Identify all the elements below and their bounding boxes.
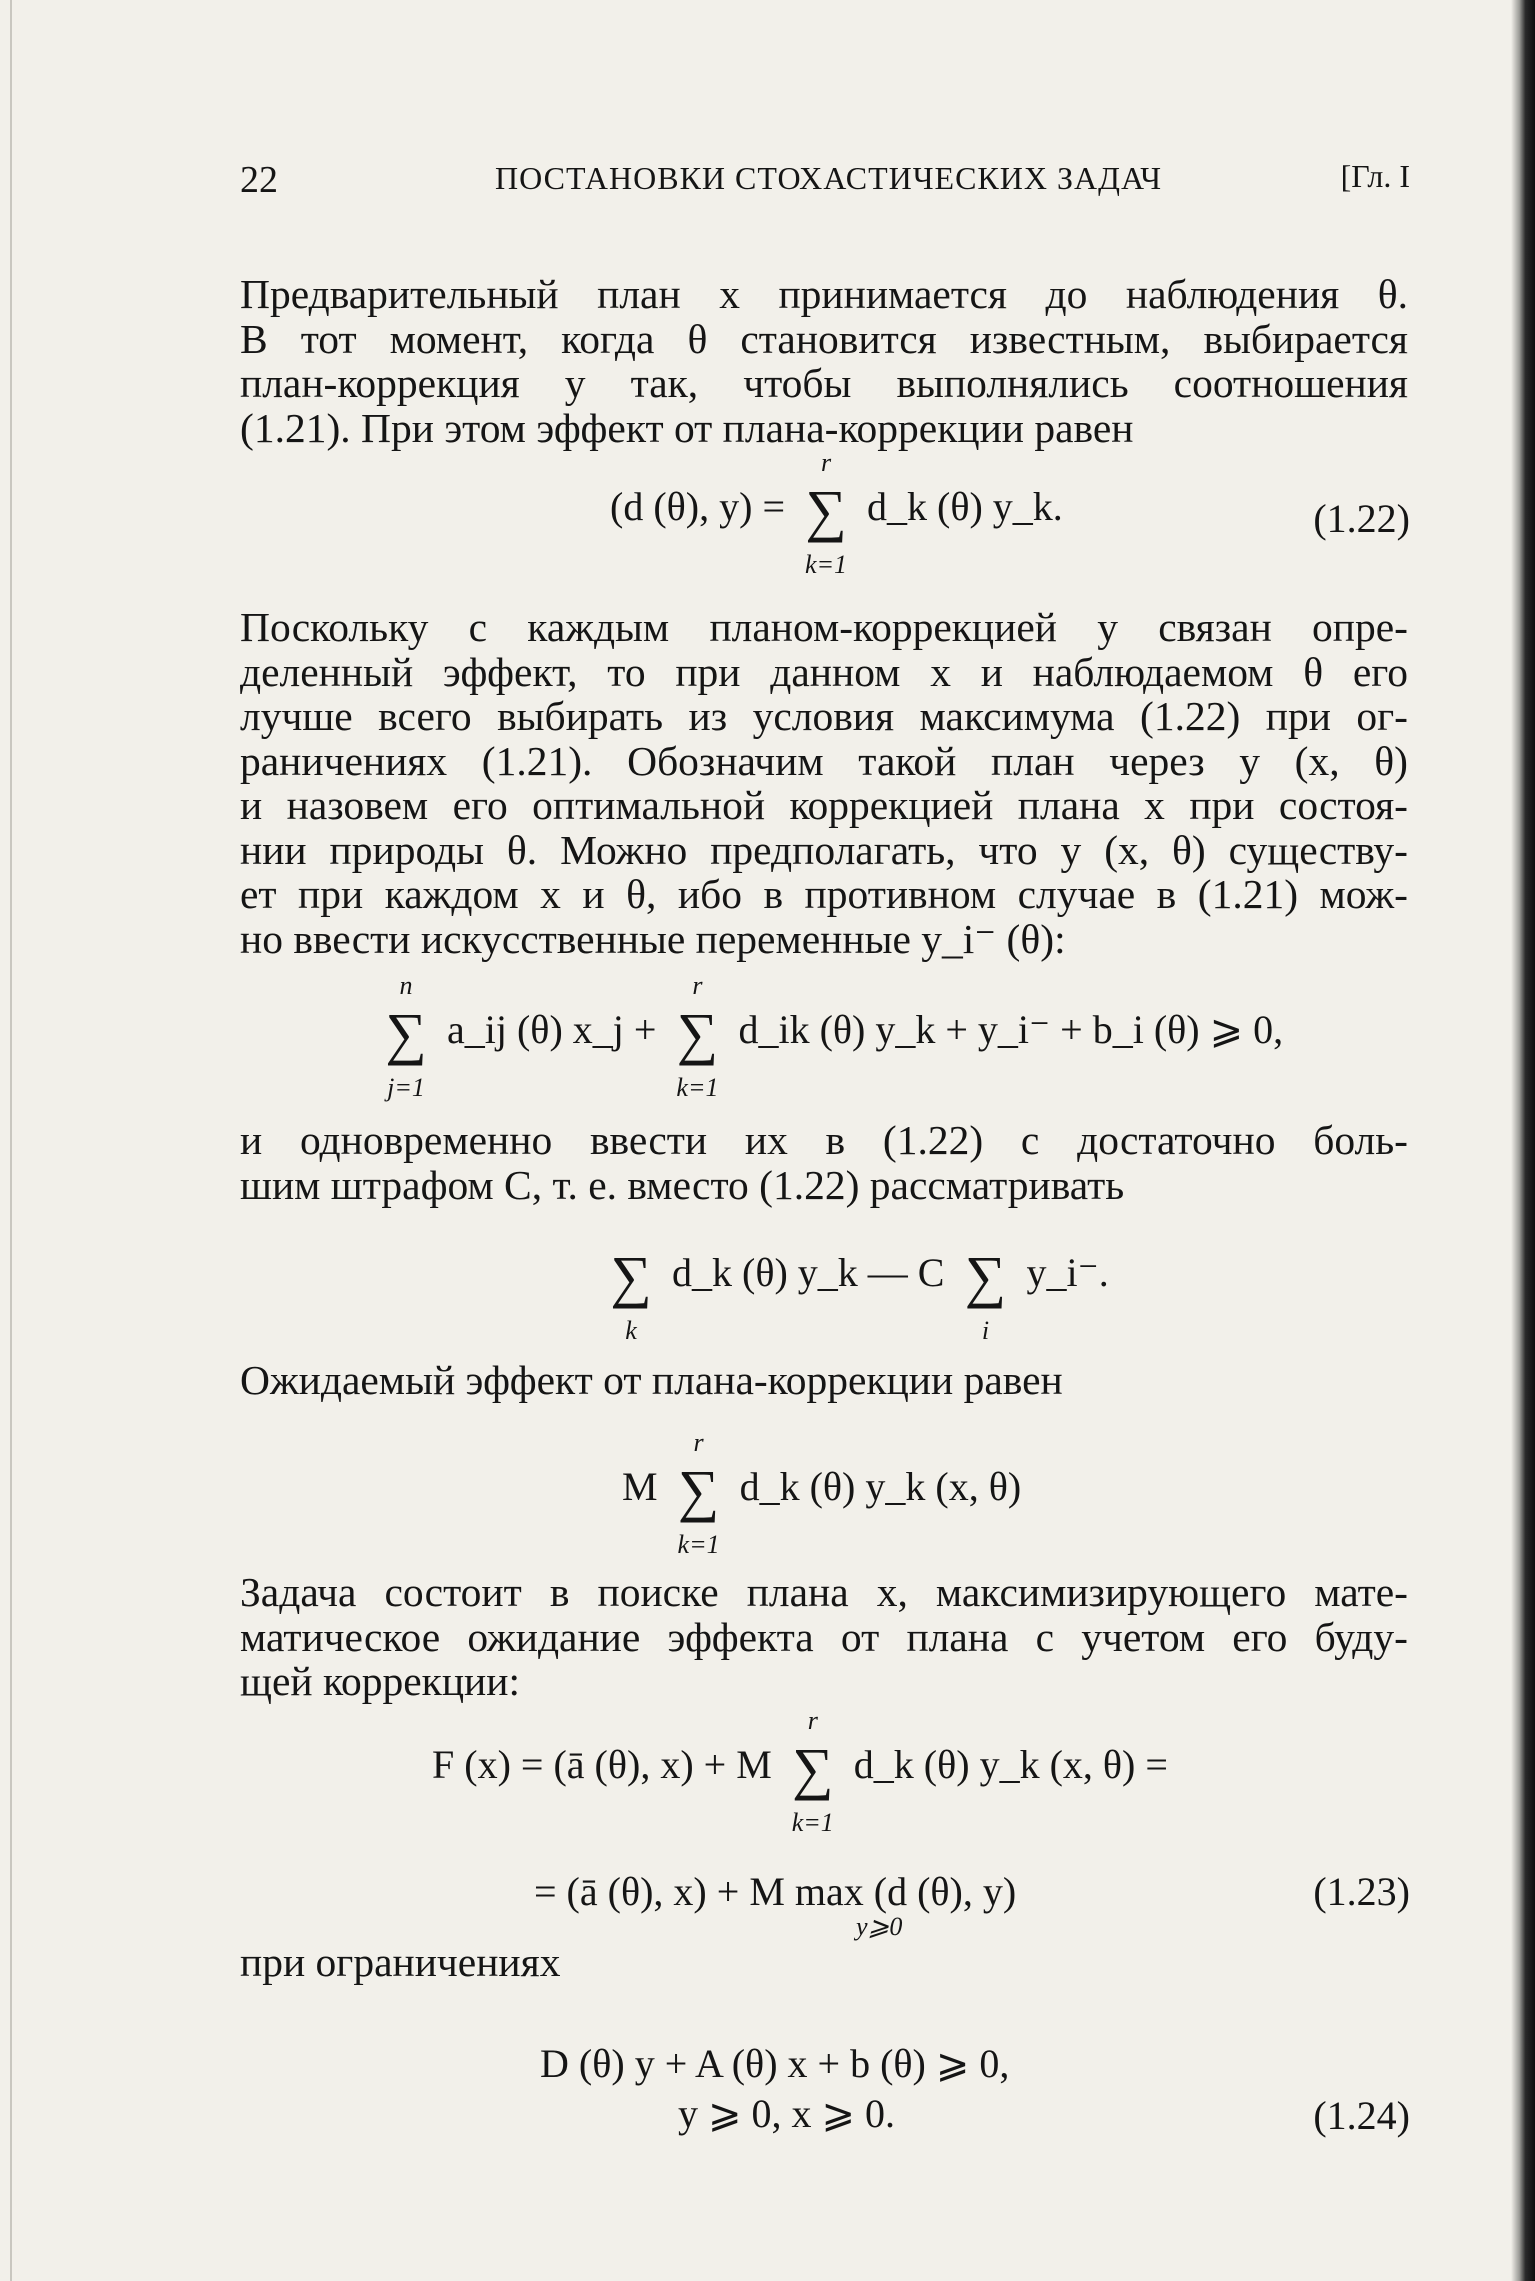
eq-term: d_k (θ) y_k — C xyxy=(672,1250,945,1296)
text-line: Предварительный план x принимается до наблюдения θ. xyxy=(240,271,1408,317)
eq-term: y_i⁻. xyxy=(1026,1250,1109,1296)
sum-upper: r xyxy=(693,1428,704,1457)
text-line: матическое ожидание эффекта от плана с учетом его буду- xyxy=(240,1613,1408,1660)
sum-lower: k xyxy=(625,1316,637,1345)
text-line: при ограничениях xyxy=(240,1939,561,1985)
eq-term: d_k (θ) y_k (x, θ) xyxy=(739,1464,1022,1510)
text-line: деленный эффект, то при данном x и наблюдаемом θ его xyxy=(240,648,1408,695)
page-number: 22 xyxy=(240,159,278,201)
text-line: план-коррекция y так, чтобы выполнялись соотношения xyxy=(240,360,1408,406)
eq-term: a_ij (θ) x_j + xyxy=(447,1007,657,1053)
eq-prefix: M xyxy=(622,1464,658,1510)
text-line: нии природы θ. Можно предполагать, что y (x, θ) существу- xyxy=(240,826,1408,873)
eq-line: = (ā (θ), x) + M max (d (θ), y) xyxy=(534,1869,1017,1914)
left-margin-noise xyxy=(10,0,12,2281)
equation-expected xyxy=(622,1428,1022,1559)
text-line: лучше всего выбирать из условия максимума (1.22) при ог- xyxy=(240,693,1408,739)
chapter-label: [Гл. I xyxy=(1340,158,1410,194)
equation-1-22 xyxy=(610,448,1063,579)
text-line: ет при каждом x и θ, ибо в противном случае в (1.21) мож- xyxy=(240,871,1408,917)
equation-constraint xyxy=(375,971,1284,1102)
paragraph-1 xyxy=(240,272,1408,450)
page-edge-shadow xyxy=(1511,0,1535,2281)
max-subscript: y⩾0 xyxy=(856,1912,903,1941)
text-line: но ввести искусственные переменные y_i⁻ (θ): xyxy=(240,915,1066,962)
equation-1-24-line-1: D (θ) y + A (θ) x + b (θ) ⩾ 0, xyxy=(540,2041,1010,2086)
paragraph-3 xyxy=(240,1118,1408,1207)
sum-upper: r xyxy=(807,1706,818,1735)
equation-number: (1.23) xyxy=(1313,1869,1410,1914)
sum-lower: k=1 xyxy=(677,1530,720,1559)
eq-lhs: (d (θ), y) = xyxy=(610,484,785,530)
sum-lower: i xyxy=(981,1316,990,1345)
text-line: В тот момент, когда θ становится известным, выбирается xyxy=(240,315,1408,362)
running-title: ПОСТАНОВКИ СТОХАСТИЧЕСКИХ ЗАДАЧ xyxy=(495,160,1162,196)
sum-symbol: r ∑ k=1 xyxy=(672,1005,722,1063)
equation-1-23-line-2 xyxy=(534,1868,1016,1915)
paragraph-6 xyxy=(240,1940,1408,1985)
paragraph-4 xyxy=(240,1358,1408,1403)
text-line: Ожидаемый эффект от плана-коррекции равен xyxy=(240,1357,1063,1403)
eq-lhs: F (x) = (ā (θ), x) + M xyxy=(432,1742,772,1788)
equation-1-24-line-2: y ⩾ 0, x ⩾ 0. xyxy=(678,2091,896,2136)
text-line: шим штрафом C, т. е. вместо (1.22) рассматривать xyxy=(240,1161,1125,1208)
sum-symbol: r ∑ k=1 xyxy=(801,482,851,540)
eq-rhs: d_k (θ) y_k (x, θ) = xyxy=(853,1742,1168,1788)
equation-penalty xyxy=(600,1244,1109,1345)
text-line: Задача состоит в поиске плана x, максимизирующего мате- xyxy=(240,1569,1408,1615)
equation-number: (1.24) xyxy=(1313,2093,1410,2138)
sum-lower: k=1 xyxy=(791,1808,834,1837)
sum-symbol: ∑ i xyxy=(960,1248,1010,1306)
sum-upper: r xyxy=(692,971,703,1000)
running-header xyxy=(240,158,1410,202)
sum-upper: n xyxy=(399,971,413,1000)
sum-lower: j=1 xyxy=(387,1073,425,1102)
equation-number: (1.22) xyxy=(1313,496,1410,541)
text-line: и одновременно ввести их в (1.22) с достаточно боль- xyxy=(240,1117,1408,1163)
text-line: (1.21). При этом эффект от плана-коррекции равен xyxy=(240,404,1134,451)
sum-symbol: r ∑ k=1 xyxy=(788,1740,838,1798)
text-line: щей коррекции: xyxy=(240,1658,521,1704)
equation-1-23-line-1 xyxy=(432,1706,1168,1837)
paragraph-2 xyxy=(240,605,1408,961)
sum-lower: k=1 xyxy=(804,550,848,579)
sum-lower: k=1 xyxy=(676,1073,719,1102)
paragraph-5 xyxy=(240,1570,1408,1704)
eq-term: d_ik (θ) y_k + y_i⁻ + b_i (θ) ⩾ 0, xyxy=(738,1007,1284,1053)
text-line: и назовем его оптимальной коррекцией плана x при состоя- xyxy=(240,782,1408,828)
eq-rhs: d_k (θ) y_k. xyxy=(867,484,1063,530)
sum-upper: r xyxy=(820,448,832,477)
sum-symbol: ∑ k xyxy=(606,1248,656,1306)
text-line: раничениях (1.21). Обозначим такой план через y (x, θ) xyxy=(240,737,1408,784)
text-line: Поскольку с каждым планом-коррекцией y связан опре- xyxy=(240,604,1408,650)
sum-symbol: n ∑ j=1 xyxy=(381,1005,431,1063)
sum-symbol: r ∑ k=1 xyxy=(674,1462,724,1520)
